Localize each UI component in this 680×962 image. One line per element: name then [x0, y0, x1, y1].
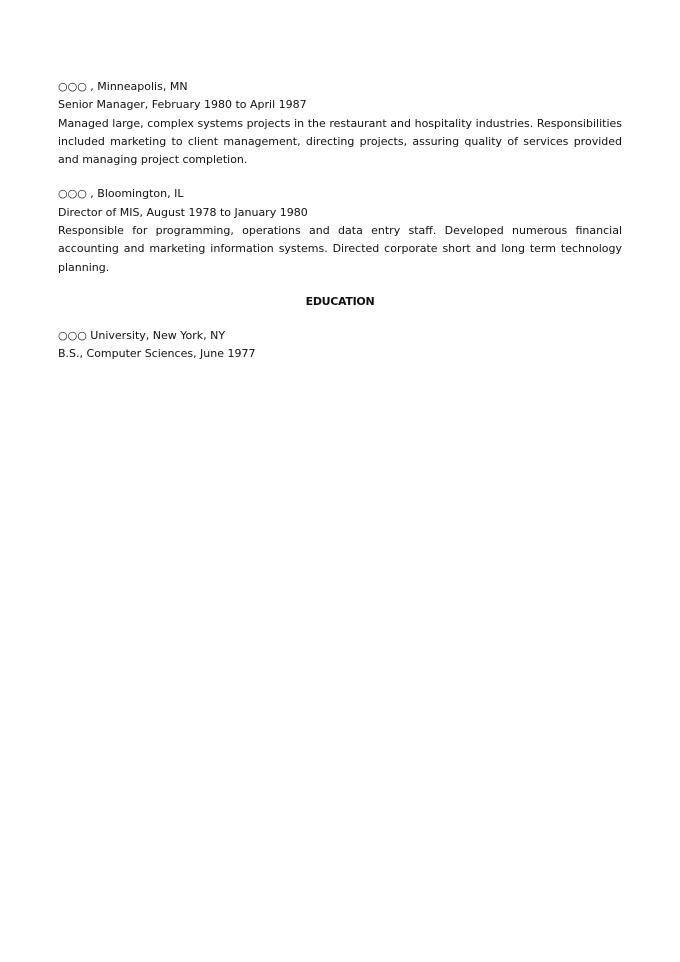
experience-entry-1 — [58, 78, 622, 169]
job-description: Managed large, complex systems projects in the restaurant and hospitality industries. Responsibilities included marketing to client management, directing projects, assuring quality of services provided and managing project completion. — [58, 116, 622, 167]
education-entry — [58, 327, 622, 364]
education-heading: EDUCATION — [305, 294, 375, 308]
resume-page — [58, 78, 622, 380]
employer-location: ○○○ , Bloomington, IL — [58, 187, 184, 201]
experience-entry-2 — [58, 185, 622, 276]
employer-location: ○○○ , Minneapolis, MN — [58, 80, 188, 93]
job-description: Responsible for programming, operations and data entry staff. Developed numerous financial accounting and marketing information systems. Directed corporate short and long term technology planning. — [58, 224, 622, 274]
job-title-dates: Senior Manager, February 1980 to April 1987 — [58, 98, 307, 112]
degree-date: B.S., Computer Sciences, June 1977 — [58, 347, 256, 361]
school-location: ○○○ University, New York, NY — [58, 328, 226, 342]
job-title-dates: Director of MIS, August 1978 to January 1980 — [58, 205, 308, 219]
